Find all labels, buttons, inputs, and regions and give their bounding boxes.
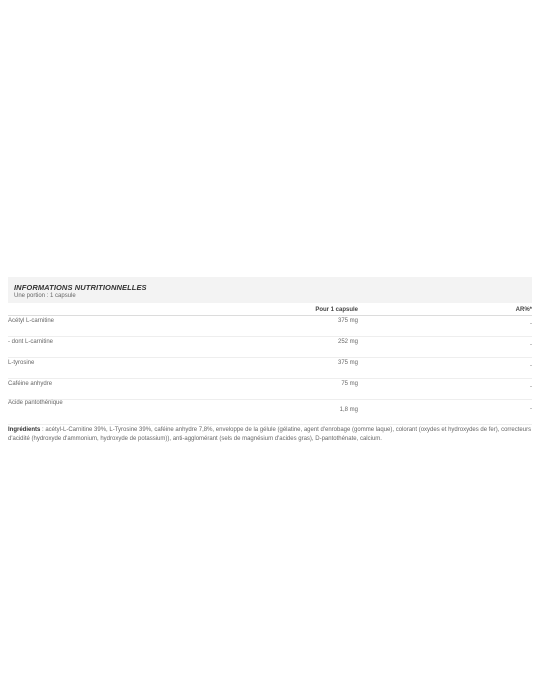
- nutrient-value: 1,8 mg: [308, 400, 358, 425]
- nutrient-value: 252 mg: [308, 337, 358, 358]
- nutrition-table: [8, 303, 532, 425]
- nutrient-ar: -: [358, 316, 532, 337]
- column-header-name: [8, 303, 308, 316]
- column-header-ar: AR%*: [358, 303, 532, 316]
- nutrient-name: Caféine anhydre: [8, 379, 308, 400]
- nutrient-name: Acétyl L-carnitine: [8, 316, 308, 337]
- ingredients-list: : acétyl-L-Carnitine 39%, L-Tyrosine 39%, caféine anhydre 7,8%, enveloppe de la gélule (gélatine, agent d'enrobage (gomme laque), colorant (oxydes et hydroxydes de fer), correcteurs d'acidité (hydroxyde d'ammonium, hydroxyde de potassium)), anti-agglomérant (sels de magnésium d'acides gras), D-pantothénate, calcium.: [8, 427, 532, 442]
- nutrition-table-header-row: [8, 303, 532, 316]
- table-row: [8, 358, 532, 379]
- nutrient-name: L-tyrosine: [8, 358, 308, 379]
- ingredients-label: Ingrédients: [8, 427, 41, 433]
- ingredients-text: [8, 426, 532, 444]
- nutrition-panel: [8, 277, 532, 444]
- column-header-per-serving: Pour 1 capsule: [308, 303, 358, 316]
- table-row: [8, 316, 532, 337]
- table-row: [8, 400, 532, 425]
- nutrition-title: INFORMATIONS NUTRITIONNELLES: [14, 283, 147, 292]
- nutrient-ar: -: [358, 379, 532, 400]
- nutrient-value: 375 mg: [308, 316, 358, 337]
- nutrient-ar: -: [358, 337, 532, 358]
- nutrition-header: [8, 277, 532, 303]
- nutrient-name: Acide pantothénique: [8, 400, 308, 425]
- serving-size: Une portion : 1 capsule: [14, 293, 76, 299]
- nutrient-value: 375 mg: [308, 358, 358, 379]
- nutrient-ar: -: [358, 400, 532, 425]
- nutrient-value: 75 mg: [308, 379, 358, 400]
- nutrient-ar: -: [358, 358, 532, 379]
- nutrient-name: - dont L-carnitine: [8, 337, 308, 358]
- table-row: [8, 379, 532, 400]
- table-row: [8, 337, 532, 358]
